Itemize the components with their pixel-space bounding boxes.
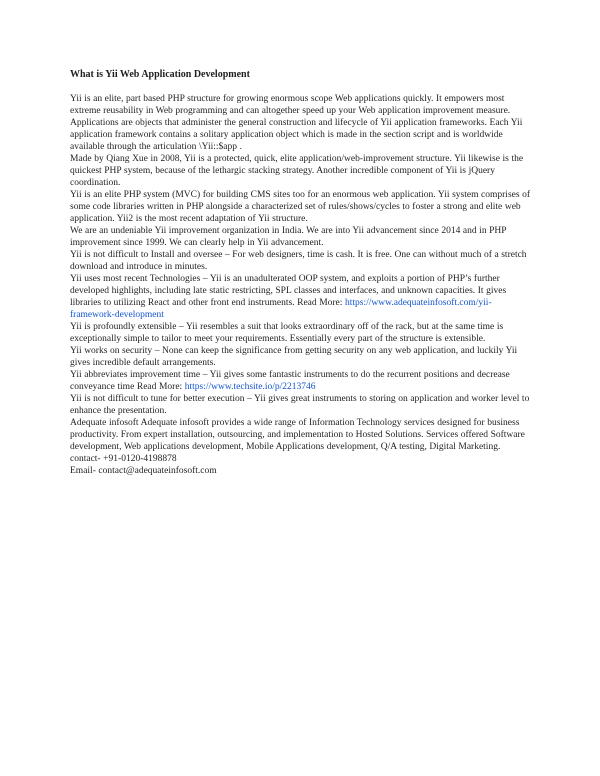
paragraph-text: Email- contact@adequateinfosoft.com bbox=[70, 466, 217, 476]
paragraph-text: Yii is profoundly extensible – Yii resembles a suit that looks extraordinary off of the rack, but at the same time is exceptionally simple to tailor to meet your requirements. Essentially every part of the structure is extensible. bbox=[70, 322, 504, 344]
hyperlink[interactable]: https://www.techsite.io/p/2213746 bbox=[184, 382, 316, 392]
paragraph bbox=[70, 465, 534, 477]
paragraph bbox=[70, 249, 534, 273]
paragraph bbox=[70, 453, 534, 465]
paragraph-text: Made by Qiang Xue in 2008, Yii is a protected, quick, elite application/web-improvement structure. Yii likewise is the quickest PHP system, because of the lethargic stacking strategy. Another incredible component of Yii is jQuery coordination. bbox=[70, 154, 524, 188]
paragraph-text: Yii is not difficult to tune for better execution – Yii gives great instruments to storing on application and worker level to enhance the presentation. bbox=[70, 394, 530, 416]
paragraph-text: Yii abbreviates improvement time – Yii gives some fantastic instruments to do the recurrent positions and decrease conveyance time Read More: bbox=[70, 370, 510, 392]
paragraph bbox=[70, 93, 534, 153]
paragraph-text: Yii works on security – None can keep the significance from getting security on any web application, and luckily Yii gives incredible default arrangements. bbox=[70, 346, 518, 368]
paragraph bbox=[70, 225, 534, 249]
paragraph bbox=[70, 393, 534, 417]
paragraph-text: contact- +91-0120-4198878 bbox=[70, 454, 177, 464]
paragraph bbox=[70, 189, 534, 225]
hyperlink[interactable]: https://www.adequateinfosoft.com/yii-framework-development bbox=[70, 298, 492, 320]
paragraph-text: Yii is an elite PHP system (MVC) for building CMS sites too for an enormous web application. Yii system comprises of some code libraries written in PHP alongside a characterized set of rules/shows/cycles to foster a strong and elite web application. Yii2 is the most recent adaptation of Yii structure. bbox=[70, 190, 531, 224]
paragraph bbox=[70, 321, 534, 345]
paragraph bbox=[70, 417, 534, 453]
paragraph-text: Yii uses most recent Technologies – Yii is an unadulterated OOP system, and exploits a portion of PHP’s further developed highlights, including late static restricting, SPL classes and interfaces, and unknown capacities. It gives libraries to utilizing React and other front end instruments. Read More: bbox=[70, 274, 507, 308]
paragraph bbox=[70, 153, 534, 189]
paragraph-text: Yii is not difficult to Install and oversee – For web designers, time is cash. It is free. One can without much of a stretch download and introduce in minutes. bbox=[70, 250, 527, 272]
paragraph bbox=[70, 345, 534, 369]
paragraph-text: Yii is an elite, part based PHP structure for growing enormous scope Web applications quickly. It empowers most extreme reusability in Web programming and can altogether speed up your Web application improvement measure. Applications are objects that administer the general construction and lifecycle of Yii application frameworks. Each Yii application framework contains a solitary application object which is made in the section script and is worldwide available through the articulation \Yii::$app . bbox=[70, 94, 523, 152]
paragraph bbox=[70, 369, 534, 393]
paragraph-text: Adequate infosoft Adequate infosoft provides a wide range of Information Technology services designed for business productivity. From expert installation, outsourcing, and implementation to Hosted Solutions. Services offered Software development, Web applications development, Mobile Applications development, Q/A testing, Digital Marketing. bbox=[70, 418, 525, 452]
document-body bbox=[70, 93, 534, 477]
paragraph-text: We are an undeniable Yii improvement organization in India. We are into Yii advancement since 2014 and in PHP improvement since 1999. We can clearly help in Yii advancement. bbox=[70, 226, 507, 248]
paragraph bbox=[70, 273, 534, 321]
document-title: What is Yii Web Application Development bbox=[70, 69, 250, 80]
